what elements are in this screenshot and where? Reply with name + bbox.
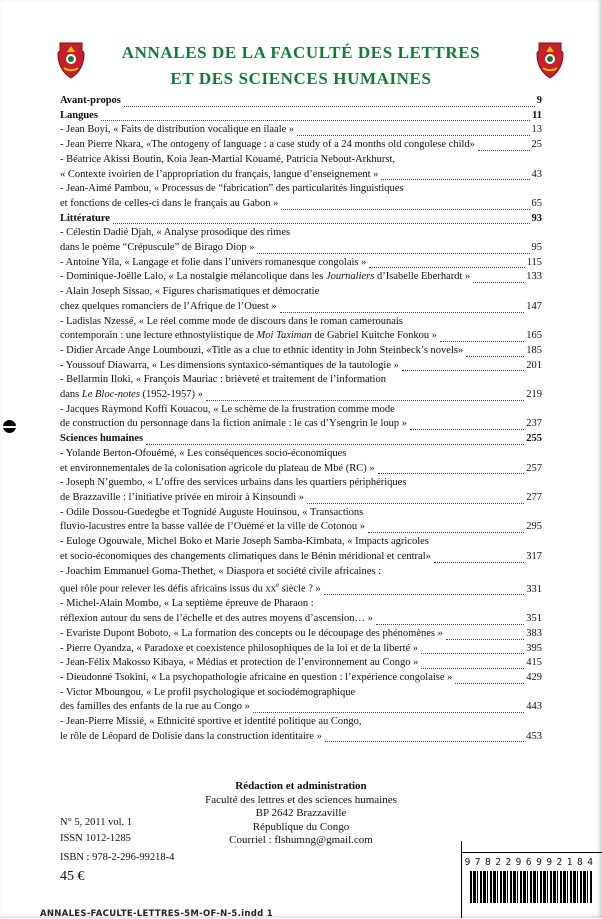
toc-entry-text: dans Le Bloc-notes (1952-1957) »: [60, 389, 203, 401]
toc-page-number: 93: [531, 212, 542, 224]
toc-page-number: 331: [526, 583, 542, 595]
toc-line: [60, 550, 542, 565]
registration-mark-icon: [3, 420, 16, 433]
toc-line: [60, 627, 542, 642]
dot-leader: [324, 594, 524, 595]
toc-entry-text: - Victor Mboungou, « Le profil psychologique et sociodémographique: [60, 686, 356, 698]
toc-entry-text: Littérature: [60, 212, 110, 224]
toc-entry-text: et environnementales de la colonisation agricole du plateau de Mbé (RC) »: [60, 462, 375, 474]
toc-page-number: 415: [526, 657, 542, 669]
toc-page-number: 95: [531, 242, 542, 254]
toc-entry-text: de Brazzaville : l’initiative privée en miroir à Kinsoundi »: [60, 491, 305, 503]
toc-page-number: 43: [531, 168, 542, 180]
toc-page-number: 443: [526, 701, 542, 713]
toc-entry-text: - Dominique-Joëlle Lalo, « La nostalgie mélancolique dans les Journaliers d’Isabelle Eberhardt »: [60, 271, 471, 283]
toc-line: [60, 212, 542, 227]
toc-entry-text: - Evariste Dupont Boboto, « La formation des concepts ou le découpage des phénomènes »: [60, 627, 443, 639]
issue-number: N° 5, 2011 vol. 1: [60, 817, 133, 828]
toc-entry-text: quel rôle pour relever les défis africains issus du $xx^e$ siècle ? »: [60, 582, 321, 595]
toc-page-number: 185: [526, 344, 542, 356]
toc-line: [60, 329, 542, 344]
dot-leader: [410, 429, 524, 430]
title-line-2: ET DES SCIENCES HUMAINES: [170, 69, 432, 89]
toc-line: [60, 476, 542, 491]
toc-entry-text: - Jean-Félix Makosso Kibaya, « Médias et protection de l’environnement au Congo »: [60, 657, 419, 669]
dot-leader: [446, 639, 524, 640]
dot-leader: [124, 106, 535, 107]
toc-line: [60, 285, 542, 300]
table-of-contents: [60, 94, 542, 744]
toc-entry-text: le rôle de Léopard de Dolisie dans la construction identitaire »: [60, 730, 322, 742]
toc-page-number: 383: [526, 627, 542, 639]
toc-entry-text: - Michel-Alain Mombo, « La septième épreuve de Pharaon :: [60, 598, 314, 610]
toc-entry-text: - Alain Joseph Sissao, « Figures charismatiques et démocratie: [60, 286, 320, 298]
toc-entry-text: fluvio-lacustres entre la basse vallée de l’Ouémé et la ville de Cotonou »: [60, 521, 365, 533]
barcode-bars-icon: [470, 871, 592, 903]
toc-entry-text: - Célestin Dadié Djah, « Analyse prosodique des rimes: [60, 227, 291, 239]
toc-entry-text: Sciences humaines: [60, 433, 144, 445]
dot-leader: [421, 668, 524, 669]
dot-leader: [113, 223, 530, 224]
toc-line: [60, 579, 542, 597]
toc-entry-text: - Jacques Raymond Koffi Kouacou, « Le schème de la frustration comme mode: [60, 403, 395, 415]
dot-leader: [378, 473, 525, 474]
toc-page-number: 351: [526, 613, 542, 625]
toc-line: [60, 700, 542, 715]
toc-page-number: 219: [526, 389, 542, 401]
toc-line: [60, 94, 542, 109]
dot-leader: [478, 150, 530, 151]
toc-line: [60, 168, 542, 183]
toc-entry-text: - Yolande Berton-Ofouémé, « Les conséquences socio-économiques: [60, 447, 347, 459]
toc-line: [60, 656, 542, 671]
toc-entry-text: - Didier Arcade Ange Loumbouzi, «Title as a clue to ethnic identity in John Steinbeck’s novels»: [60, 344, 464, 356]
right-crest-icon: [536, 42, 564, 80]
toc-entry-text: - Youssouf Diawarra, « Les dimensions syntaxico-sémantiques de la tautologie »: [60, 359, 399, 371]
admin-line: Faculté des lettres et des sciences humaines: [205, 793, 397, 806]
toc-page-number: 395: [526, 642, 542, 654]
dot-leader: [257, 253, 529, 254]
price: 45 €: [60, 868, 85, 884]
dot-leader: [402, 370, 524, 371]
toc-entry-text: et fonctions de celles-ci dans le français au Gabon »: [60, 197, 279, 209]
toc-line: [60, 417, 542, 432]
toc-line: [60, 138, 542, 153]
toc-page-number: 237: [526, 418, 542, 430]
toc-entry-text: - Antoine Yila, « Langage et folie dans l’univers romanesque congolais »: [60, 256, 367, 268]
toc-line: [60, 359, 542, 374]
toc-line: [60, 535, 542, 550]
toc-line: [60, 344, 542, 359]
toc-page-number: 165: [526, 330, 542, 342]
toc-page-number: 453: [526, 730, 542, 742]
dot-leader: [325, 741, 524, 742]
toc-page-number: 429: [526, 671, 542, 683]
toc-page-number: 133: [526, 271, 542, 283]
toc-line: [60, 520, 542, 535]
toc-line: [60, 491, 542, 506]
issn: ISSN 1012-1285: [60, 832, 131, 844]
toc-entry-text: - Jean-Pierre Missié, « Ethnicité sportive et identité politique au Congo,: [60, 716, 362, 728]
header: [0, 40, 602, 92]
toc-line: [60, 153, 542, 168]
barcode-crop-line-horizontal: [461, 852, 602, 853]
dot-leader: [253, 712, 524, 713]
toc-line: [60, 256, 542, 271]
toc-entry-text: réflexion autour du sens de l’échelle et des autres moyens d’ascension… »: [60, 613, 373, 625]
toc-line: [60, 432, 542, 447]
toc-page-number: 317: [526, 550, 542, 562]
toc-entry-text: Langues: [60, 109, 98, 121]
toc-line: [60, 270, 542, 285]
toc-line: [60, 403, 542, 418]
dot-leader: [455, 683, 524, 684]
toc-entry-text: - Pierre Oyandza, « Paradoxe et coexistence philosophiques de la loi et de la liberté »: [60, 642, 419, 654]
toc-entry-text: chez quelques romanciers de l’Afrique de l’Ouest »: [60, 300, 277, 312]
admin-line: République du Congo: [252, 820, 350, 833]
toc-line: [60, 226, 542, 241]
toc-entry-text: des familles des enfants de la rue au Congo »: [60, 701, 250, 713]
toc-line: [60, 671, 542, 686]
toc-line: [60, 462, 542, 477]
toc-entry-text: - Joseph N’guembo, « L’offre des services urbains dans les quartiers périphériques: [60, 477, 407, 489]
toc-line: [60, 182, 542, 197]
title-line-1: ANNALES DE LA FACULTÉ DES LETTRES: [121, 43, 481, 62]
dot-leader: [146, 444, 524, 445]
toc-line: [60, 506, 542, 521]
toc-page-number: 25: [531, 139, 542, 151]
toc-entry-text: - Dieudonné Tsokini, « La psychopathologie africaine en question : l’expérience congolaise »: [60, 671, 453, 683]
dot-leader: [440, 341, 524, 342]
dot-leader: [369, 267, 524, 268]
toc-entry-text: - Ladislas Nzessé, « Le réel comme mode de discours dans le roman camerounais: [60, 315, 403, 327]
toc-page-number: 13: [531, 124, 542, 136]
dot-leader: [421, 653, 524, 654]
dot-leader: [206, 400, 524, 401]
isbn: ISBN : 978-2-296-99218-4: [60, 852, 175, 863]
toc-line: [60, 300, 542, 315]
toc-line: [60, 373, 542, 388]
dot-leader: [376, 624, 524, 625]
toc-line: [60, 388, 542, 403]
toc-entry-text: - Bellarmin Iloki, « François Mauriac : brièveté et traitement de l’information: [60, 374, 386, 386]
toc-line: [60, 597, 542, 612]
toc-page-number: 11: [532, 109, 542, 121]
toc-entry-text: de construction du personnage dans la fiction animale : le cas d’Ysengrin le loup »: [60, 418, 407, 430]
barcode-number: 9782296992184: [464, 857, 598, 868]
toc-page-number: 255: [526, 433, 542, 445]
toc-line: [60, 241, 542, 256]
toc-page-number: 277: [526, 491, 542, 503]
toc-entry-text: Avant-propos: [60, 95, 121, 106]
print-slug: ANNALES-FACULTE-LETTRES-5M-OF-N-5.indd 1: [40, 909, 273, 919]
left-crest-icon: [57, 42, 85, 80]
dot-leader: [280, 312, 525, 313]
toc-entry-text: - Odile Dossou-Guedegbe et Tognidé Auguste Houinsou, « Transactions: [60, 506, 364, 518]
toc-line: [60, 197, 542, 212]
toc-page-number: 147: [526, 300, 542, 312]
toc-entry-text: et socio-économiques des changements climatiques dans le Bénin méridional et central»: [60, 550, 431, 562]
admin-line: Courriel : flshumng@gmail.com: [229, 834, 373, 847]
dot-leader: [281, 209, 529, 210]
dot-leader: [368, 532, 524, 533]
toc-line: [60, 642, 542, 657]
toc-entry-text: - Joachim Emmanuel Goma-Thethet, « Diaspora et société civile africaines :: [60, 565, 382, 577]
toc-line: [60, 109, 542, 124]
publication-info: [60, 815, 174, 884]
toc-line: [60, 715, 542, 730]
page-title: [0, 40, 602, 93]
toc-entry-text: - Béatrice Akissi Boutin, Koia Jean-Martial Kouamé, Patricia Nebout-Arkhurst,: [60, 153, 396, 165]
dot-leader: [466, 356, 524, 357]
dot-leader: [473, 282, 524, 283]
toc-page-number: 65: [531, 197, 542, 209]
toc-page-number: 201: [526, 359, 542, 371]
toc-line: [60, 612, 542, 627]
toc-line: [60, 686, 542, 701]
toc-entry-text: - Jean Boyi, « Faits de distribution vocalique en ilaale »: [60, 124, 295, 136]
dot-leader: [297, 135, 529, 136]
dot-leader: [307, 503, 524, 504]
toc-line: [60, 565, 542, 580]
dot-leader: [381, 179, 529, 180]
dot-leader: [101, 120, 530, 121]
toc-line: [60, 315, 542, 330]
toc-line: [60, 123, 542, 138]
toc-entry-text: - Jean Pierre Nkara, «The ontogeny of language : a case study of a 24 months old congolese child»: [60, 139, 475, 151]
toc-line: [60, 447, 542, 462]
toc-entry-text: - Euloge Ogouwale, Michel Boko et Marie Joseph Samba-Kimbata, « Impacts agricoles: [60, 536, 429, 548]
admin-line: Rédaction et administration: [235, 780, 367, 792]
toc-entry-text: contemporain : une lecture ethnostylistique de Moi Taximan de Gabriel Kuitche Fonkou »: [60, 330, 437, 342]
dot-leader: [434, 562, 524, 563]
toc-entry-text: - Jean-Aimé Pambou, « Processus de “fabrication” des particularités linguistiques: [60, 183, 404, 195]
toc-line: [60, 730, 542, 745]
toc-page-number: 257: [526, 462, 542, 474]
toc-page-number: 115: [526, 256, 542, 268]
toc-entry-text: dans le poème “Crépuscule” de Birago Diop »: [60, 242, 255, 254]
toc-page-number: 295: [526, 521, 542, 533]
toc-page-number: 9: [536, 95, 542, 106]
toc-entry-text: « Contexte ivoirien de l’appropriation du français, langue d’enseignement »: [60, 168, 379, 180]
admin-line: BP 2642 Brazzaville: [255, 807, 347, 820]
